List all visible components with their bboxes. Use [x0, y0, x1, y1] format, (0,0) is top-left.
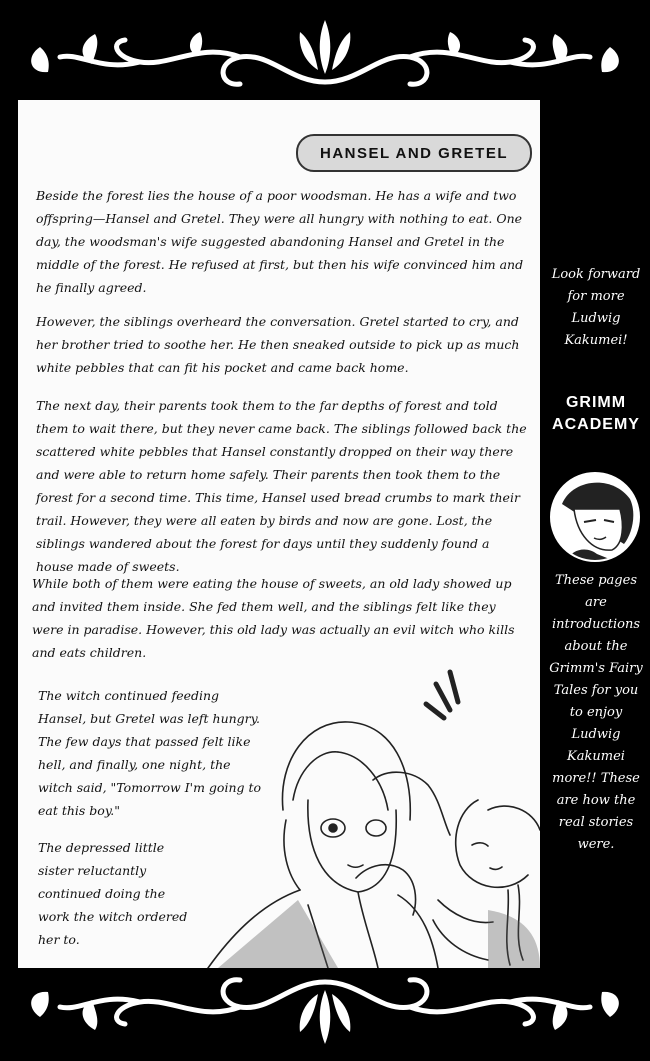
story-paragraph-1: Beside the forest lies the house of a poor woodsman. He has a wife and two offspring—Hansel and Gretel. They were all hungry with nothing to eat. One day, the woodsman's wife suggested abandoning Hansel and Gretel in the middle of the forest. He refused at first, but then his wife convinced him and he finally agreed.	[36, 188, 524, 295]
story-paragraph-4: While both of them were eating the house of sweets, an old lady showed up and invited them inside. She fed them well, and the siblings felt like they were in paradise. However, this old lady was actually an evil witch who kills and eats children.	[32, 576, 515, 660]
sidebar-description-text: These pages are introductions about the Grimm's Fairy Tales for you to enjoy Ludwig Kakumei more!! These are how the real stories were.	[549, 573, 643, 852]
character-portrait	[550, 472, 640, 562]
story-page	[18, 100, 540, 968]
story-title: HANSEL AND GRETEL	[296, 134, 532, 172]
sidebar-intro-text: Look forward for more Ludwig Kakumei!	[551, 267, 641, 348]
story-paragraph-6: The depressed little sister reluctantly continued doing the work the witch ordered her to.	[38, 840, 188, 947]
sidebar	[542, 100, 650, 962]
bottom-ornament	[0, 962, 650, 1052]
portrait-drawing	[552, 474, 638, 560]
story-paragraph-3: The next day, their parents took them to the far depths of forest and told them to wait there, but they never came back. The siblings followed back the scattered white pebbles that Hansel constantly dropped on their way there and were able to return home safely. Their parents then took them to the forest for a second time. This time, Hansel used bread crumbs to mark their trail. However, they were all eaten by birds and now are gone. Lost, the siblings wandered about the forest for days until they suddenly found a house made of sweets.	[36, 398, 527, 574]
top-ornament	[0, 12, 650, 102]
sidebar-heading: GRIMM ACADEMY	[552, 394, 640, 433]
story-paragraph-5: The witch continued feeding Hansel, but Gretel was left hungry. The few days that passed felt like hell, and finally, one night, the witch said, "Tomorrow I'm going to eat this boy."	[38, 688, 262, 818]
story-paragraph-2: However, the siblings overheard the conversation. Gretel started to cry, and her brother tried to soothe her. He then sneaked outside to pick up as much white pebbles that can fit his pocket and came back home.	[36, 314, 520, 375]
hansel-gretel-illustration	[188, 660, 540, 968]
